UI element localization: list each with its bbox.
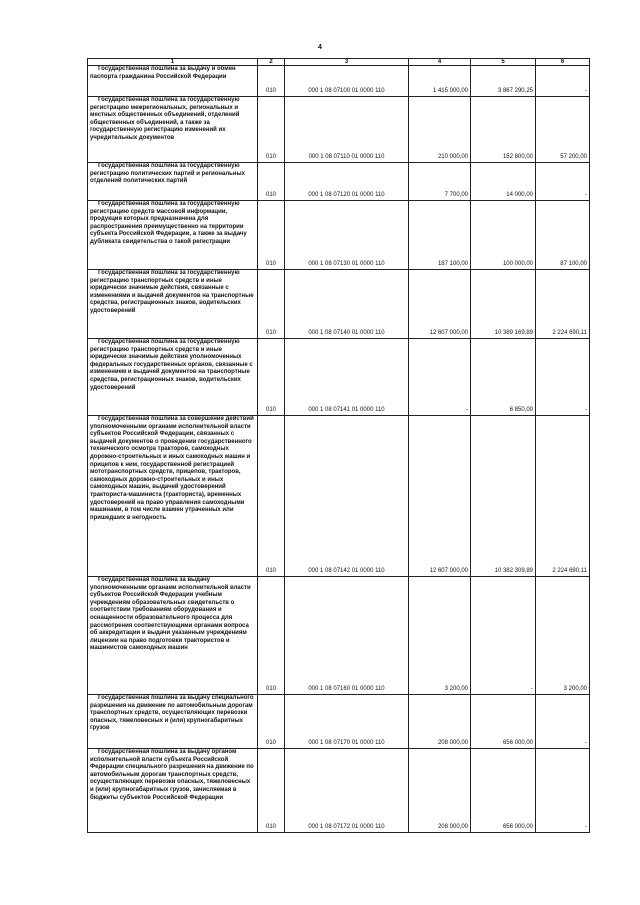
row-unexecuted-cell: 2 224 690,11 — [536, 416, 590, 577]
table-row — [88, 201, 590, 270]
row-kbk-cell: 000 1 08 07141 01 0000 110 — [285, 339, 409, 416]
row-executed-cell: 656 000,00 — [471, 695, 536, 749]
row-unexecuted-cell: 2 224 690,11 — [536, 270, 590, 339]
row-approved-cell: 187 100,00 — [409, 201, 471, 270]
row-approved-cell: 1 415 000,00 — [409, 66, 471, 97]
row-unexecuted-cell: 3 200,00 — [536, 577, 590, 695]
row-unexecuted-cell: - — [536, 695, 590, 749]
row-unexecuted-cell: - — [536, 66, 590, 97]
table-row — [88, 695, 590, 749]
row-unexecuted-cell: - — [536, 163, 590, 201]
row-name-cell: Государственная пошлина за государственную регистрацию транспортных средств и иные юридически значимые действия уполномоченных федеральных государственных органов, связанные с изменением и выдачей документов на транспортные средства, регистрационных знаков, водительских удостоверений — [88, 339, 258, 416]
table-row — [88, 577, 590, 695]
row-name-cell: Государственная пошлина за государственную регистрацию средств массовой информации, продукция которых предназначена для распространения преимущественно на территории субъекта Российской Федерации, а также за выдачу дубликата свидетельства о такой регистрации — [88, 201, 258, 270]
table-row — [88, 270, 590, 339]
row-kbk-cell: 000 1 08 07140 01 0000 110 — [285, 270, 409, 339]
column-header-6: 6 — [536, 59, 590, 66]
column-header-2: 2 — [258, 59, 285, 66]
table-row — [88, 416, 590, 577]
row-kbk-cell: 000 1 08 07120 01 0000 110 — [285, 163, 409, 201]
row-name-cell: Государственная пошлина за государственную регистрацию транспортных средств и иные юридически значимые действия, связанные с изменениями и выдачей документов на транспортные средства, регистрационных знаков, водительских удостоверений — [88, 270, 258, 339]
row-kbk-cell: 000 1 08 07100 01 0000 110 — [285, 66, 409, 97]
row-name-cell: Государственная пошлина за выдачу и обмен паспорта гражданина Российской Федерации — [88, 66, 258, 97]
report-table-body — [88, 59, 590, 833]
row-kbk-cell: 000 1 08 07172 01 0000 110 — [285, 749, 409, 833]
row-name-cell: Государственная пошлина за совершение действий уполномоченными органами исполнительной власти субъектов Российской Федерации, связанных с выдачей документов о проведении государственного технического осмотра тракторов, самоходных дорожно-строительных и иных самоходных машин и прицепов к ним, государственной регистрацией мототранспортных средств, прицепов, тракторов, самоходных дорожно-строительных и иных самоходных машин, выдачей удостоверений тракториста-машиниста (тракториста), временных удостоверений на право управления самоходными машинами, в том числе взамен утраченных или пришедших в негодность — [88, 416, 258, 577]
row-unexecuted-cell: 57 200,00 — [536, 97, 590, 163]
table-row — [88, 66, 590, 97]
row-approved-cell: 208 000,00 — [409, 695, 471, 749]
row-executed-cell: 152 800,00 — [471, 97, 536, 163]
row-kbk-cell: 000 1 08 07160 01 0000 110 — [285, 577, 409, 695]
row-code-cell: 010 — [258, 163, 285, 201]
row-kbk-cell: 000 1 08 07110 01 0000 110 — [285, 97, 409, 163]
row-code-cell: 010 — [258, 201, 285, 270]
row-executed-cell: 656 000,00 — [471, 749, 536, 833]
row-approved-cell: 12 607 000,00 — [409, 416, 471, 577]
row-name-cell: Государственная пошлина за выдачу органом исполнительной власти субъекта Российской Федерации специального разрешения на движение по автомобильным дорогам транспортных средств, осуществляющих перевозки опасных, тяжеловесных и (или) крупногабаритных грузов, зачисляемая в бюджеты субъектов Российской Федерации — [88, 749, 258, 833]
column-number-row — [88, 59, 590, 66]
row-name-cell: Государственная пошлина за государственную регистрацию межрегиональных, региональных и местных общественных объединений, отделений общественных объединений, а также за государственную регистрацию изменений их учредительных документов — [88, 97, 258, 163]
row-executed-cell: 3 867 290,25 — [471, 66, 536, 97]
row-code-cell: 010 — [258, 339, 285, 416]
table-row — [88, 339, 590, 416]
row-approved-cell: 7 700,00 — [409, 163, 471, 201]
row-kbk-cell: 000 1 08 07170 01 0000 110 — [285, 695, 409, 749]
row-unexecuted-cell: 87 100,00 — [536, 201, 590, 270]
row-executed-cell: 10 382 309,89 — [471, 416, 536, 577]
row-kbk-cell: 000 1 08 07142 01 0000 110 — [285, 416, 409, 577]
row-executed-cell: 10 389 169,89 — [471, 270, 536, 339]
row-approved-cell: 208 000,00 — [409, 749, 471, 833]
row-name-cell: Государственная пошлина за государственную регистрацию политических партий и региональных отделений политических партий — [88, 163, 258, 201]
table-row — [88, 97, 590, 163]
row-code-cell: 010 — [258, 749, 285, 833]
row-approved-cell: - — [409, 339, 471, 416]
row-name-cell: Государственная пошлина за выдачу специального разрешения на движение по автомобильным дорогам транспортных средств, осуществляющих перевозки опасных, тяжеловесных и (или) крупногабаритных грузов — [88, 695, 258, 749]
page-number: 4 — [318, 44, 322, 51]
table-row — [88, 749, 590, 833]
row-approved-cell: 3 200,00 — [409, 577, 471, 695]
row-code-cell: 010 — [258, 97, 285, 163]
row-approved-cell: 12 607 000,00 — [409, 270, 471, 339]
row-code-cell: 010 — [258, 66, 285, 97]
row-executed-cell: 14 000,00 — [471, 163, 536, 201]
row-unexecuted-cell: - — [536, 339, 590, 416]
column-header-4: 4 — [409, 59, 471, 66]
row-code-cell: 010 — [258, 270, 285, 339]
row-kbk-cell: 000 1 08 07130 01 0000 110 — [285, 201, 409, 270]
report-table — [87, 58, 590, 833]
column-header-5: 5 — [471, 59, 536, 66]
row-unexecuted-cell: - — [536, 749, 590, 833]
row-executed-cell: - — [471, 577, 536, 695]
row-code-cell: 010 — [258, 416, 285, 577]
row-name-cell: Государственная пошлина за выдачу уполномоченными органами исполнительной власти субъектов Российской Федерации учебным учреждениям образовательных свидетельств о соответствии требованиям оборудования и оснащенности образовательного процесса для рассмотрения соответствующими органами вопроса об аккредитации и выдачи указанным учреждениям лицензии на право подготовки трактористов и машинистов самоходных машин — [88, 577, 258, 695]
row-code-cell: 010 — [258, 577, 285, 695]
column-header-3: 3 — [285, 59, 409, 66]
table-row — [88, 163, 590, 201]
row-code-cell: 010 — [258, 695, 285, 749]
row-approved-cell: 210 000,00 — [409, 97, 471, 163]
column-header-1: 1 — [88, 59, 258, 66]
row-executed-cell: 100 000,00 — [471, 201, 536, 270]
row-executed-cell: 6 850,00 — [471, 339, 536, 416]
